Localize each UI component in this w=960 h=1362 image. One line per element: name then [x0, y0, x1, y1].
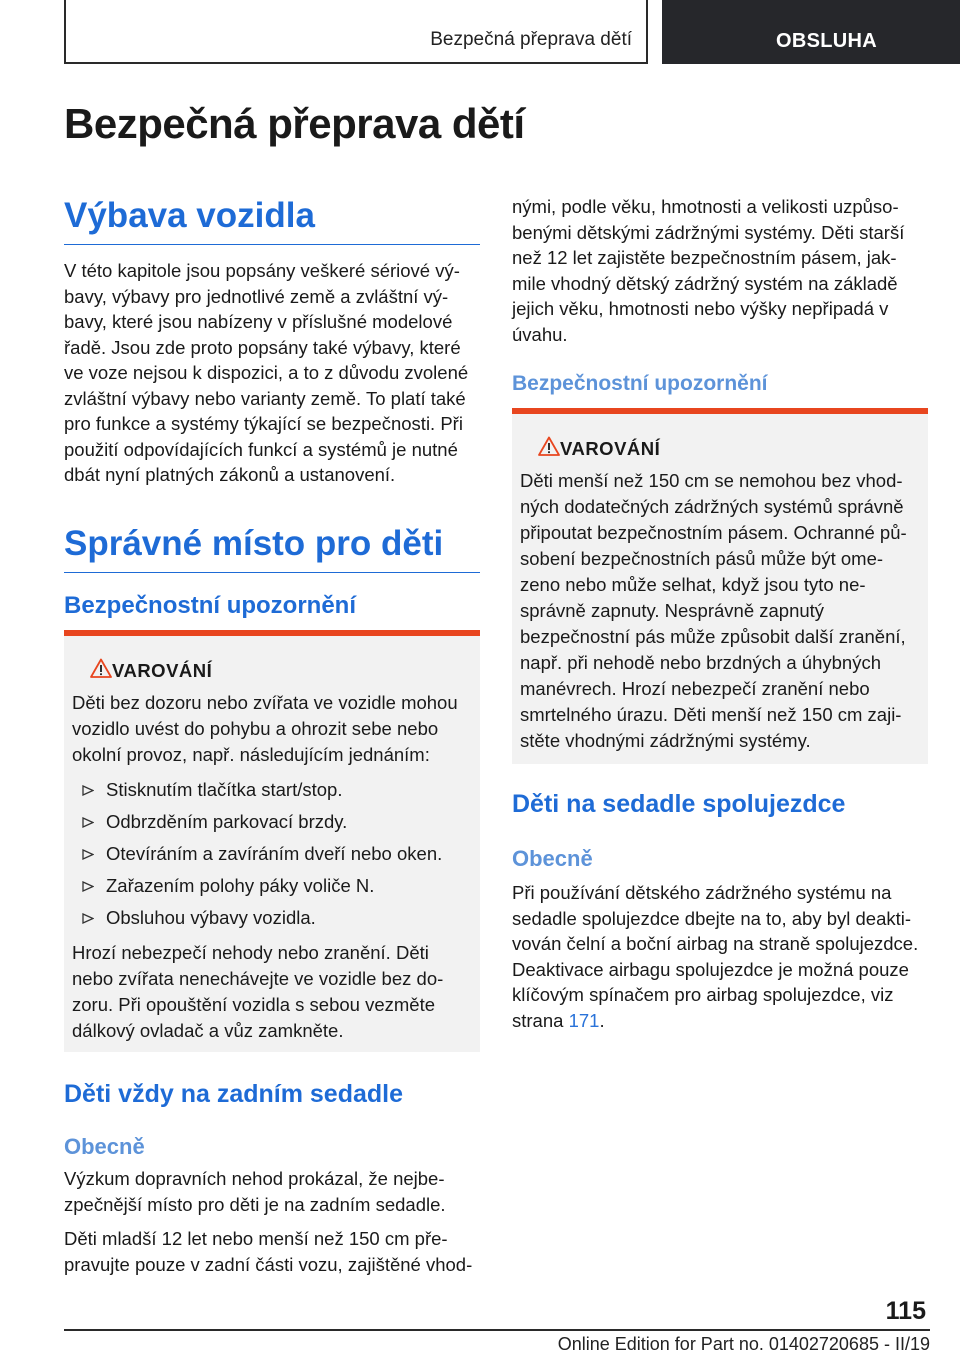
section-title-vybava: Výbava vozidla	[64, 196, 480, 245]
warning-title: VAROVÁNÍ	[560, 438, 661, 459]
warning-title: VAROVÁNÍ	[112, 660, 213, 681]
triangle-bullet-icon	[82, 881, 94, 892]
paragraph-vybava: V této kapitole jsou popsány veškeré sériové vý‐bavy, výbavy pro jednotlivé země a zvláštní vý‐bavy, které jsou nabízeny v příslušné modelové řadě. Jsou zde proto popsány také výbavy, které ve voze nejsou k dispozici, a to z důvodu zvolené zvláštní výbavy nebo varianty země. To platí také pro funkce a systémy týkající se bezpečnosti. Při použití odpovídajících funkcí a systémů je nutné dbát nyní platných zákonů a ustanovení.	[64, 260, 469, 485]
section-title-deti-spolujezdec: Děti na sedadle spolujezdce	[512, 790, 846, 818]
warning-box-2	[512, 408, 928, 764]
warning-box-1	[64, 630, 480, 1052]
footer-edition: Online Edition for Part no. 01402720685 - II/19	[557, 1334, 930, 1354]
warning-list	[72, 774, 472, 934]
section-title-deti-vzdy-vzadu: Děti vždy na zadním sedadle	[64, 1080, 403, 1108]
header-title: Bezpečná přeprava dětí	[430, 29, 632, 50]
header-section-tab[interactable]	[662, 0, 960, 64]
paragraph-vyzkum: Výzkum dopravních nehod prokázal, že nejbe‐zpečnější místo pro děti je na zadním sedadle.	[64, 1168, 446, 1215]
warning-triangle-icon	[538, 436, 560, 456]
warning-text: Děti menší než 150 cm se nemohou bez vhod‐ných dodatečných zádržných systémů správně připoutat bezpečnostním pásem. Ochranné pů‐sobení bezpečnostních pásů může být ome‐zeno nebo může selhat, když jsou tyto ne‐správně zapnuty. Nesprávně zapnutý bezpečnostní pás může způsobit další zranění, např. při nehodě nebo brzdných a úhybných manévrech. Hrozí nebezpečí zranění nebo smrtelného úrazu. Děti menší než 150 cm zaji‐stěte vhodnými zádržnými systémy.	[520, 470, 907, 751]
header-box	[64, 0, 648, 64]
paragraph-spolujezdec: Při používání dětského zádržného systému na sedadle spolujezdce dbejte na to, aby byl deakti‐vován čelní a boční airbag na straně spolujezdce. Deaktivace airbagu spolujezdce je možná pouze klíčovým spínačem pro airbag spolujezdce, viz strana 171.	[512, 882, 919, 1031]
footer-divider	[64, 1329, 930, 1331]
header-section-label: OBSLUHA	[776, 30, 877, 52]
list-item: Otevíráním a zavíráním dveří nebo oken.	[72, 838, 472, 870]
list-item: Obsluhou výbavy vozidla.	[72, 902, 472, 934]
subsection-obecne-1: Obecně	[64, 1134, 145, 1159]
warning-header	[72, 658, 472, 684]
list-item: Odbrzděním parkovací brzdy.	[72, 806, 472, 838]
triangle-bullet-icon	[82, 817, 94, 828]
page-title: Bezpečná přeprava dětí	[64, 100, 525, 147]
paragraph-deti-mladsi: Děti mladší 12 let nebo menší než 150 cm pře‐pravujte pouze v zadní části vozu, zajištěné vhod‐	[64, 1228, 473, 1275]
paragraph-continuation: nými, podle věku, hmotnosti a velikosti uzpůso‐benými dětskými zádržnými systémy. Děti starší než 12 let zajistěte bezpečnostním pásem, jak‐mile vhodný dětský zádržný systém na základě jejich věku, hmotnosti nebo výšky nepřipadá v úvahu.	[512, 196, 905, 345]
section-title-spravne-misto: Správné místo pro děti	[64, 524, 480, 573]
subsection-obecne-2: Obecně	[512, 846, 593, 871]
subsection-bezpecnostni-upozorneni-2: Bezpečnostní upozornění	[512, 372, 768, 395]
page-number: 115	[885, 1297, 926, 1325]
triangle-bullet-icon	[82, 913, 94, 924]
warning-outro: Hrozí nebezpečí nehody nebo zranění. Děti nebo zvířata nenechávejte ve vozidle bez do‐zoru. Při opouštění vozidla s sebou vezměte dálkový ovladač a vůz zamkněte.	[72, 942, 444, 1041]
warning-intro: Děti bez dozoru nebo zvířata ve vozidle mohou vozidlo uvést do pohybu a ohrozit sebe nebo okolní provoz, např. následujícím jednáním:	[72, 692, 458, 765]
list-item: Zařazením polohy páky voliče N.	[72, 870, 472, 902]
warning-header	[520, 436, 920, 462]
triangle-bullet-icon	[82, 785, 94, 796]
triangle-bullet-icon	[82, 849, 94, 860]
warning-triangle-icon	[90, 658, 112, 678]
page-reference-link[interactable]: 171	[568, 1009, 600, 1031]
subsection-bezpecnostni-upozorneni: Bezpečnostní upozornění	[64, 592, 357, 619]
list-item: Stisknutím tlačítka start/stop.	[72, 774, 472, 806]
